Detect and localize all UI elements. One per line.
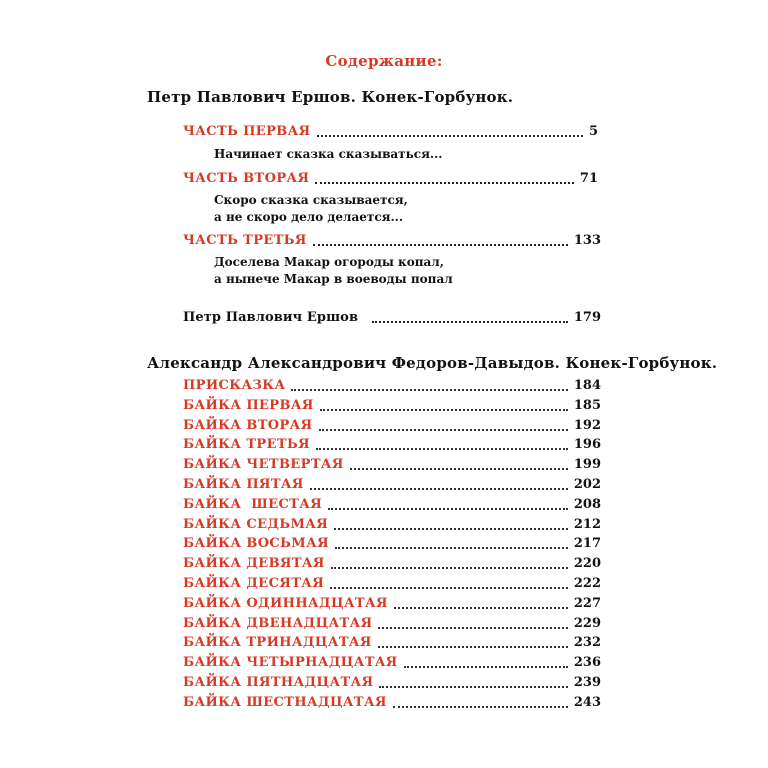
part3-desc-line1: Доселева Макар огороды копал, bbox=[214, 255, 444, 269]
part3-desc-line2: а нынече Макар в воеводы попал bbox=[214, 272, 453, 286]
entry-label: ЧАСТЬ ПЕРВАЯ bbox=[183, 124, 311, 139]
dot-leader bbox=[378, 646, 568, 648]
toc-entry-chapter[interactable] bbox=[183, 398, 601, 414]
toc-entry-chapter[interactable] bbox=[183, 576, 601, 592]
part1-desc-line1: Начинает сказка сказываться... bbox=[214, 147, 443, 161]
part2-desc-line1: Скоро сказка сказывается, bbox=[214, 193, 408, 207]
entry-label: БАЙКА ОДИННАДЦАТАЯ bbox=[183, 595, 388, 611]
dot-leader bbox=[330, 587, 568, 589]
entry-page: 208 bbox=[573, 496, 601, 512]
book2-title: Александр Александрович Федоров-Давыдов. Конек-Горбунок. bbox=[147, 354, 718, 372]
dot-leader bbox=[393, 706, 568, 708]
entry-label: БАЙКА ПЯТАЯ bbox=[183, 477, 304, 492]
dot-leader bbox=[379, 686, 567, 688]
entry-page: 5 bbox=[588, 124, 598, 139]
entry-label: БАЙКА ПЯТНАДЦАТАЯ bbox=[183, 675, 374, 690]
dot-leader bbox=[372, 321, 568, 323]
entry-page: 217 bbox=[573, 536, 601, 552]
entry-page: 243 bbox=[573, 694, 601, 710]
entry-label: БАЙКА ДЕСЯТАЯ bbox=[183, 576, 325, 591]
toc-title: Содержание: bbox=[325, 52, 443, 70]
dot-leader bbox=[334, 528, 568, 530]
entry-page: 212 bbox=[573, 516, 601, 532]
entry-label: БАЙКА СЕДЬМАЯ bbox=[183, 516, 329, 532]
entry-page: 185 bbox=[573, 397, 601, 413]
toc-entry-chapter[interactable] bbox=[183, 517, 601, 533]
dot-leader bbox=[320, 409, 568, 411]
toc-entry-chapter[interactable] bbox=[183, 635, 601, 651]
entry-label: БАЙКА ДВЕНАДЦАТАЯ bbox=[183, 615, 373, 631]
entry-page: 133 bbox=[573, 233, 601, 248]
toc-entry-chapter[interactable] bbox=[183, 497, 601, 513]
dot-leader bbox=[331, 567, 568, 569]
toc-entry-part2[interactable] bbox=[183, 171, 598, 187]
toc-entry-chapter[interactable] bbox=[183, 616, 601, 632]
entry-label: БАЙКА ДЕВЯТАЯ bbox=[183, 556, 325, 572]
toc-entry-chapter[interactable] bbox=[183, 437, 601, 453]
dot-leader bbox=[394, 607, 568, 609]
entry-label: Петр Павлович Ершов bbox=[183, 310, 359, 325]
toc-entry-chapter[interactable] bbox=[183, 675, 601, 691]
dot-leader bbox=[328, 508, 568, 510]
toc-entry-chapter[interactable] bbox=[183, 378, 601, 394]
entry-label: ПРИСКАЗКА bbox=[183, 378, 286, 393]
toc-entry-chapter[interactable] bbox=[183, 536, 601, 552]
entry-page: 239 bbox=[573, 675, 601, 690]
entry-label: БАЙКА ЧЕТВЕРТАЯ bbox=[183, 457, 344, 473]
toc-entry-part1[interactable] bbox=[183, 124, 598, 140]
entry-page: 71 bbox=[579, 171, 598, 186]
dot-leader bbox=[378, 627, 567, 629]
entry-label: БАЙКА ЧЕТЫРНАДЦАТАЯ bbox=[183, 655, 398, 671]
toc-entry-chapter[interactable] bbox=[183, 596, 601, 612]
dot-leader bbox=[291, 389, 567, 391]
entry-page: 202 bbox=[573, 477, 601, 492]
entry-page: 222 bbox=[573, 576, 601, 591]
dot-leader bbox=[319, 429, 568, 431]
entry-page: 229 bbox=[573, 615, 601, 631]
entry-page: 196 bbox=[573, 437, 601, 453]
entry-page: 236 bbox=[573, 655, 601, 671]
entry-label: БАЙКА ПЕРВАЯ bbox=[183, 397, 314, 413]
entry-label: БАЙКА ТРИНАДЦАТАЯ bbox=[183, 635, 372, 651]
part2-desc-line2: а не скоро дело делается... bbox=[214, 210, 404, 224]
dot-leader bbox=[350, 468, 568, 470]
entry-page: 192 bbox=[573, 417, 601, 433]
entry-page: 199 bbox=[573, 457, 601, 473]
dot-leader bbox=[317, 135, 583, 137]
book1-title: Петр Павлович Ершов. Конек-Горбунок. bbox=[147, 88, 514, 106]
entry-page: 227 bbox=[573, 595, 601, 611]
dot-leader bbox=[310, 488, 568, 490]
entry-label: БАЙКА ВТОРАЯ bbox=[183, 417, 313, 433]
entry-page: 220 bbox=[573, 556, 601, 572]
entry-label: ЧАСТЬ ТРЕТЬЯ bbox=[183, 233, 307, 248]
toc-entry-chapter[interactable] bbox=[183, 457, 601, 473]
entry-page: 179 bbox=[573, 310, 601, 325]
dot-leader bbox=[313, 244, 568, 246]
toc-entry-chapter[interactable] bbox=[183, 556, 601, 572]
toc-entry-part3[interactable] bbox=[183, 233, 601, 249]
dot-leader bbox=[315, 182, 574, 184]
dot-leader bbox=[335, 547, 568, 549]
toc-entry-author[interactable] bbox=[183, 310, 601, 326]
toc-entry-chapter[interactable] bbox=[183, 655, 601, 671]
entry-label: БАЙКА ШЕСТАЯ bbox=[183, 496, 323, 512]
dot-leader bbox=[404, 666, 568, 668]
toc-entry-chapter[interactable] bbox=[183, 695, 601, 711]
entry-label: БАЙКА ВОСЬМАЯ bbox=[183, 536, 329, 552]
entry-page: 184 bbox=[573, 378, 601, 393]
toc-entry-chapter[interactable] bbox=[183, 477, 601, 493]
entry-label: БАЙКА ШЕСТНАДЦАТАЯ bbox=[183, 694, 387, 710]
toc-entry-chapter[interactable] bbox=[183, 418, 601, 434]
entry-label: БАЙКА ТРЕТЬЯ bbox=[183, 437, 310, 453]
dot-leader bbox=[316, 448, 568, 450]
entry-page: 232 bbox=[573, 635, 601, 651]
entry-label: ЧАСТЬ ВТОРАЯ bbox=[183, 171, 310, 186]
